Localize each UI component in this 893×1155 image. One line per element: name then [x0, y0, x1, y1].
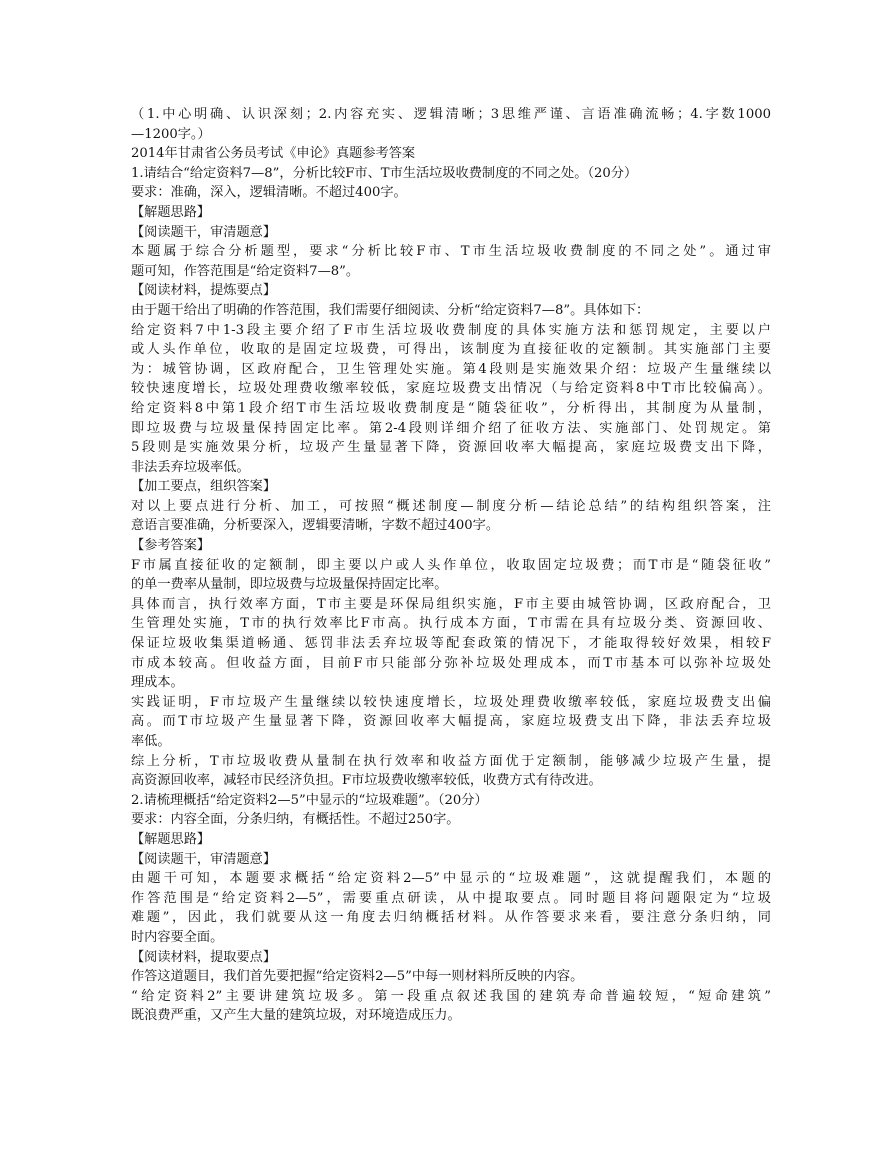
- text-line: 由题干可知，本题要求概括“给定资料2—5”中显示的“垃圾难题”，这就提醒我们，本题的: [131, 871, 771, 887]
- text-line: 【加工要点，组织答案】: [131, 479, 277, 495]
- text-line: 市成本较高。但收益方面，目前F市只能部分弥补垃圾处理成本，而T市基本可以弥补垃圾处: [131, 655, 771, 671]
- text-line: 非法丢弃垃圾率低。: [131, 459, 250, 475]
- text-line: F市属直接征收的定额制，即主要以户或人头作单位，收取固定垃圾费；而T市是“随袋征收”: [131, 557, 771, 573]
- text-line: 【阅读材料，提取要点】: [131, 949, 277, 965]
- text-line: 由于题干给出了明确的作答范围，我们需要仔细阅读、分析“给定资料7—8”。具体如下：: [131, 302, 650, 318]
- text-line: 给定资料7中1-3段主要介绍了F市生活垃圾收费制度的具体实施方法和惩罚规定，主要以户: [131, 322, 771, 338]
- text-line: 【阅读题干，审清题意】: [131, 224, 277, 240]
- text-line: 【阅读题干，审清题意】: [131, 851, 277, 867]
- text-line: 2.请梳理概括“给定资料2—5”中显示的“垃圾难题”。（20分）: [131, 792, 488, 808]
- text-line: 理成本。: [131, 675, 184, 691]
- text-line: 较快速度增长，垃圾处理费收缴率较低，家庭垃圾费支出情况（与给定资料8中T市比较偏高）。: [131, 381, 771, 397]
- text-line: 或人头作单位，收取的是固定垃圾费，可得出，该制度为直接征收的定额制。其实施部门主要: [131, 342, 771, 358]
- text-line: 作答这道题目，我们首先要把握“给定资料2—5”中每一则材料所反映的内容。: [131, 969, 584, 985]
- text-line: 【解题思路】: [131, 204, 211, 220]
- text-line: 保证垃圾收集渠道畅通、惩罚非法丢弃垃圾等配套政策的情况下，才能取得较好效果，相较F: [131, 636, 771, 652]
- text-line: 意语言要准确，分析要深入，逻辑要清晰，字数不超过400字。: [131, 518, 500, 534]
- text-line: 率低。: [131, 734, 171, 749]
- text-line: 生管理处实施，T市的执行效率比F市高。执行成本方面，T市需在具有垃圾分类、资源回收、: [131, 616, 771, 632]
- text-line: 难题”，因此，我们就要从这一角度去归纳概括材料。从作答要求来看，要注意分条归纳，同: [131, 910, 771, 926]
- text-line: 作答范围是“给定资料2—5”，需要重点研读，从中提取要点。同时题目将问题限定为“垃圾: [131, 890, 771, 906]
- text-line: 【参考答案】: [131, 538, 211, 554]
- text-line: 即垃圾费与垃圾量保持固定比率。第2-4段则详细介绍了征收方法、实施部门、处罚规定。第: [131, 420, 771, 436]
- text-line: 实践证明，F市垃圾产生量继续以较快速度增长，垃圾处理费收缴率较低，家庭垃圾费支出偏: [131, 694, 771, 710]
- document-page: [131, 105, 771, 1026]
- text-line: 高资源回收率，减轻市民经济负担。F市垃圾费收缴率较低，收费方式有待改进。: [131, 773, 602, 789]
- text-line: 的单一费率从量制，即垃圾费与垃圾量保持固定比率。: [131, 577, 448, 593]
- text-line: 本题属于综合分析题型，要求“分析比较F市、T市生活垃圾收费制度的不同之处”。通过审: [131, 244, 771, 260]
- text-line: 高。而T市垃圾产生量显著下降，资源回收率大幅提高，家庭垃圾费支出下降，非法丢弃垃圾: [131, 714, 771, 730]
- text-line: 1.请结合“给定资料7—8”，分析比较F市、T市生活垃圾收费制度的不同之处。（20分）: [131, 165, 638, 181]
- text-line: 【解题思路】: [131, 831, 211, 847]
- text-line: 要求：准确，深入，逻辑清晰。不超过400字。: [131, 185, 407, 201]
- text-line: —1200字。）: [131, 126, 211, 142]
- text-line: 对以上要点进行分析、加工，可按照“概述制度—制度分析—结论总结”的结构组织答案，注: [131, 498, 771, 514]
- text-line: 题可知，作答范围是“给定资料7—8”。: [131, 263, 360, 279]
- text-line: （1.中心明确、认识深刻；2.内容充实、逻辑清晰；3思维严谨、言语准确流畅；4.字数1000: [131, 107, 771, 122]
- text-line: 既浪费严重，又产生大量的建筑垃圾，对环境造成压力。: [131, 1008, 461, 1024]
- text-line: 【阅读材料，提炼要点】: [131, 283, 277, 299]
- text-line: 为：城管协调，区政府配合，卫生管理处实施。第4段则是实施效果介绍：垃圾产生量继续以: [131, 361, 771, 377]
- text-line: 具体而言，执行效率方面，T市主要是环保局组织实施，F市主要由城管协调，区政府配合，卫: [131, 596, 771, 612]
- text-line: 综上分析，T市垃圾收费从量制在执行效率和收益方面优于定额制，能够减少垃圾产生量，提: [131, 753, 771, 769]
- text-line: 要求：内容全面，分条归纳，有概括性。不超过250字。: [131, 812, 460, 828]
- text-line: 2014年甘肃省公务员考试《申论》真题参考答案: [131, 146, 416, 162]
- text-line: 5段则是实施效果分析，垃圾产生量显著下降，资源回收率大幅提高，家庭垃圾费支出下降，: [131, 440, 771, 456]
- text-line: “给定资料2”主要讲建筑垃圾多。第一段重点叙述我国的建筑寿命普遍较短，“短命建筑”: [131, 988, 771, 1004]
- text-line: 给定资料8中第1段介绍T市生活垃圾收费制度是“随袋征收”，分析得出，其制度为从量制，: [131, 400, 771, 416]
- text-line: 时内容要全面。: [131, 929, 224, 945]
